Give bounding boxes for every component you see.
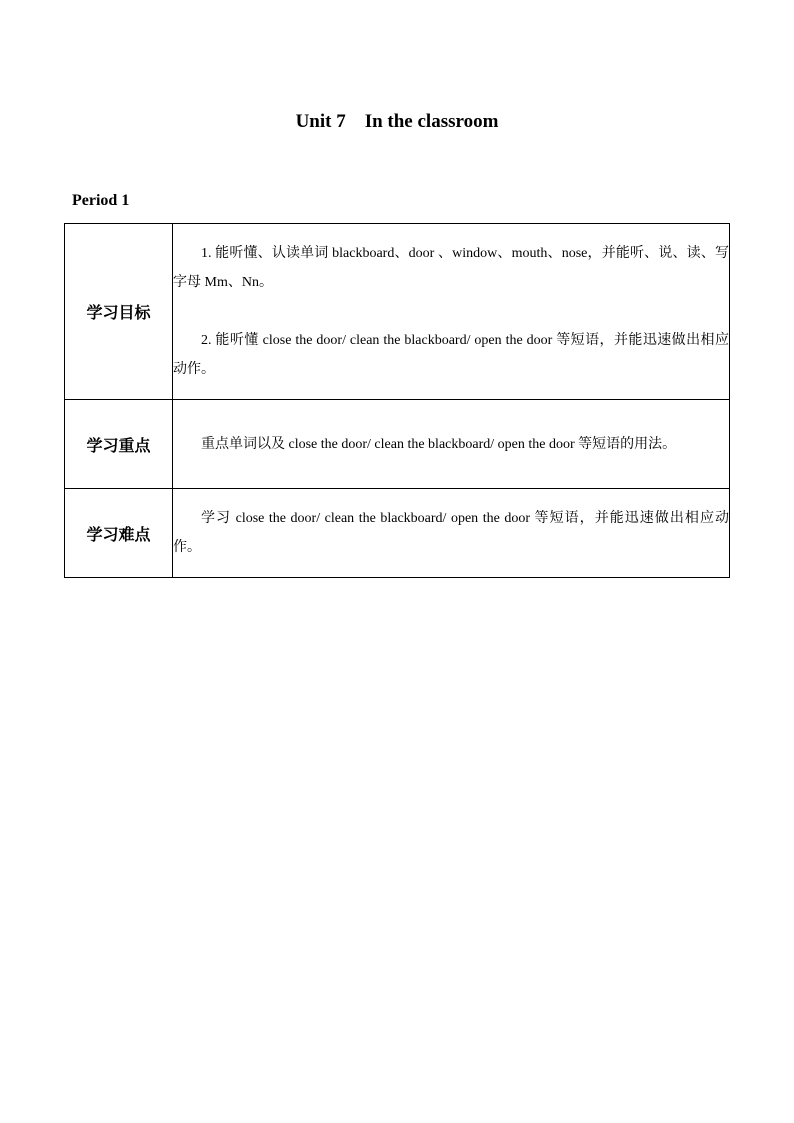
lesson-plan-table	[64, 223, 730, 578]
difficulties-text: 学习 close the door/ clean the blackboard/ open the door 等短语，并能迅速做出相应动作。	[173, 511, 729, 555]
key-points-text: 重点单词以及 close the door/ clean the blackboard/ open the door 等短语的用法。	[201, 436, 677, 452]
table-row-difficulties	[65, 489, 730, 578]
period-heading: Period 1	[72, 192, 130, 209]
row-content-difficulties	[173, 489, 730, 578]
table-row-objectives	[65, 224, 730, 400]
document-title: Unit 7 In the classroom	[295, 111, 499, 132]
row-content-key-points	[173, 400, 730, 489]
row-label-key-points: 学习重点	[65, 400, 173, 489]
objective-item-1: 1. 能听懂、认读单词 blackboard、door 、window、mouth、nose，并能听、说、读、写字母 Mm、Nn。	[173, 246, 729, 290]
objective-item-2: 2. 能听懂 close the door/ clean the blackboard/ open the door 等短语，并能迅速做出相应动作。	[173, 333, 729, 377]
row-label-difficulties: 学习难点	[65, 489, 173, 578]
table-row-key-points	[65, 400, 730, 489]
row-content-objectives	[173, 224, 730, 400]
paragraph-spacer	[173, 297, 729, 326]
row-label-objectives: 学习目标	[65, 224, 173, 400]
